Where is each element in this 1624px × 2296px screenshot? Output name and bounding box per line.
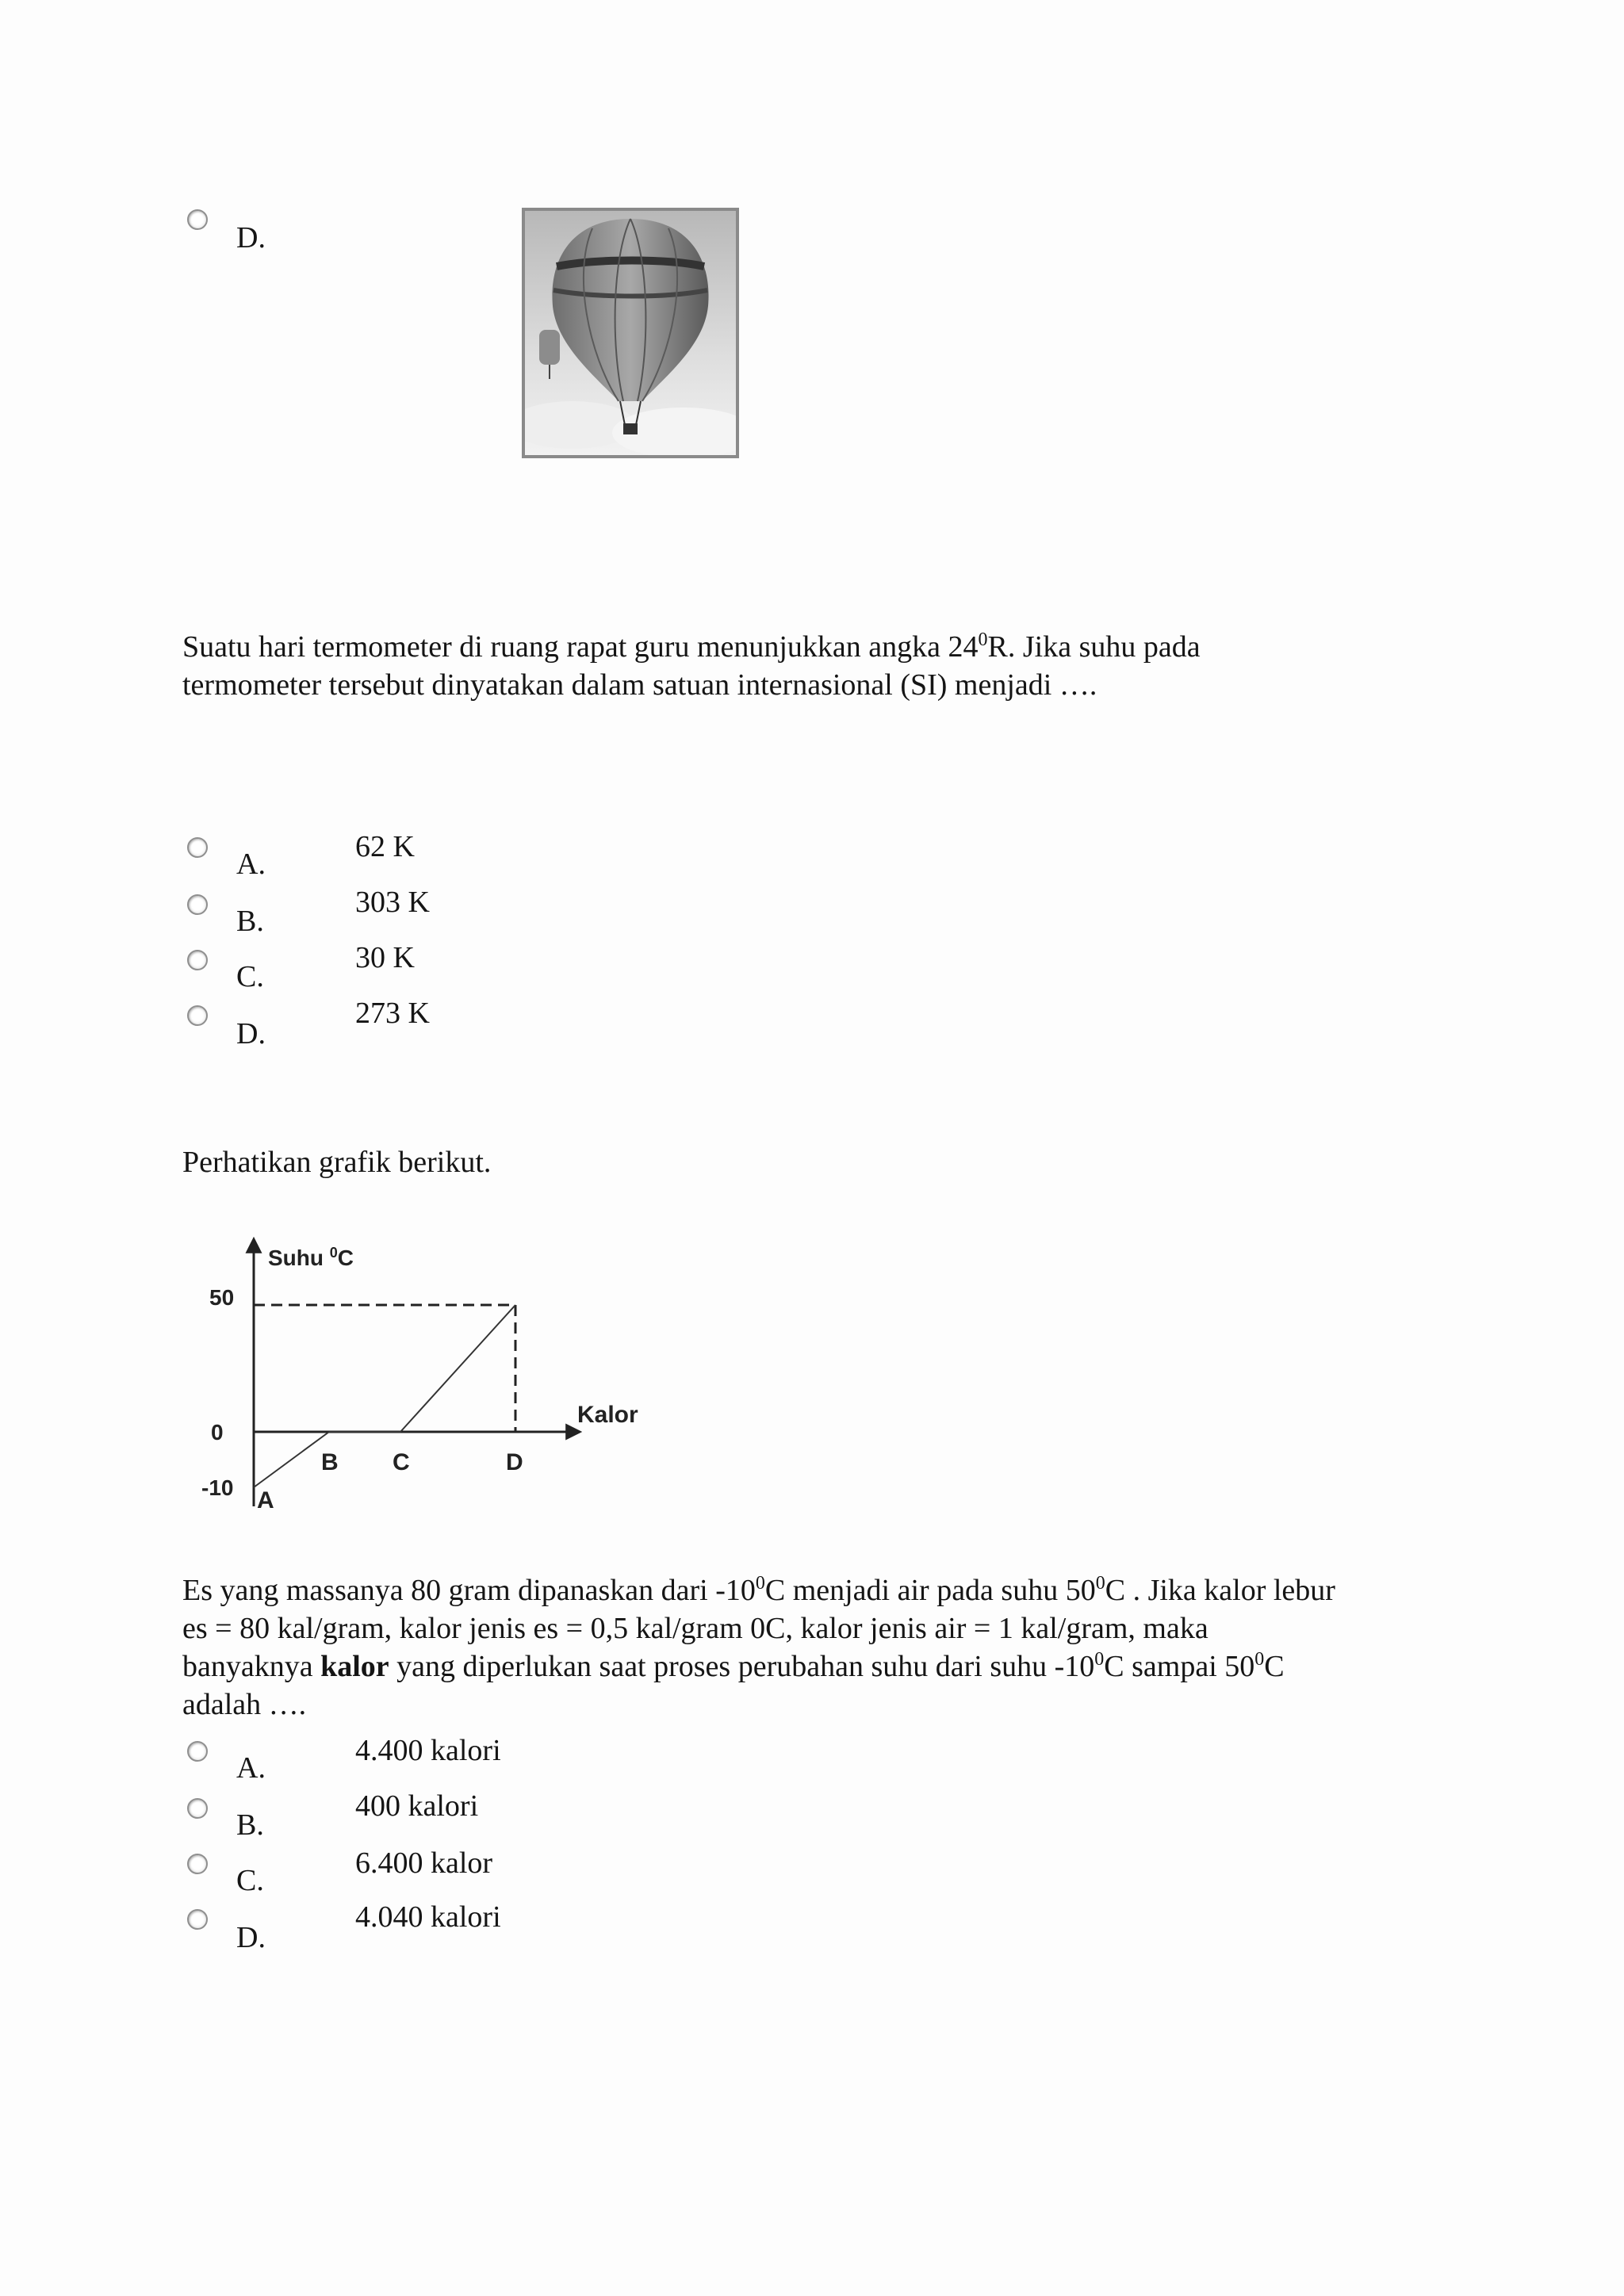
q-heat-l3-c: C sampai 50 bbox=[1104, 1650, 1255, 1683]
option-radio-thermo-a[interactable] bbox=[187, 837, 208, 858]
question-heat-line-3 bbox=[182, 1647, 1285, 1686]
degree-superscript: 0 bbox=[1095, 1573, 1105, 1594]
option-radio-heat-d[interactable] bbox=[187, 1909, 208, 1930]
y-tick-label-0: 0 bbox=[211, 1420, 224, 1445]
option-letter-thermo-a: A. bbox=[236, 848, 266, 881]
option-text-heat-c: 6.400 kalor bbox=[355, 1846, 493, 1880]
q-heat-bold-kalor: kalor bbox=[320, 1650, 389, 1683]
q-heat-l3-b: yang diperlukan saat proses perubahan suhu dari suhu -10 bbox=[389, 1650, 1095, 1683]
option-text-heat-d: 4.040 kalori bbox=[355, 1900, 501, 1934]
option-radio-heat-c[interactable] bbox=[187, 1854, 208, 1874]
question-thermometer-text-a: Suatu hari termometer di ruang rapat guru menunjukkan angka 24 bbox=[182, 630, 979, 664]
option-radio-thermo-d[interactable] bbox=[187, 1005, 208, 1026]
option-letter-heat-b: B. bbox=[236, 1808, 264, 1842]
q-heat-l1-c: C . Jika kalor lebur bbox=[1105, 1574, 1335, 1607]
question-heat-line-4: adalah …. bbox=[182, 1688, 307, 1721]
option-text-heat-a: 4.400 kalori bbox=[355, 1734, 501, 1767]
option-radio-thermo-c[interactable] bbox=[187, 950, 208, 970]
graph-intro-text: Perhatikan grafik berikut. bbox=[182, 1146, 492, 1179]
x-axis-label: Kalor bbox=[577, 1402, 638, 1428]
option-letter-top-d: D. bbox=[236, 221, 266, 254]
option-text-thermo-b: 303 K bbox=[355, 886, 430, 919]
option-radio-heat-a[interactable] bbox=[187, 1741, 208, 1762]
option-letter-heat-c: C. bbox=[236, 1864, 264, 1897]
series-segment-AB bbox=[254, 1432, 329, 1487]
q-heat-l3-d: C bbox=[1264, 1650, 1285, 1683]
question-thermometer-text-b: R. Jika suhu pada bbox=[987, 630, 1201, 664]
option-letter-thermo-c: C. bbox=[236, 960, 264, 993]
option-letter-heat-d: D. bbox=[236, 1921, 266, 1954]
q-heat-l3-a: banyaknya bbox=[182, 1650, 321, 1683]
y-tick-label-neg10: -10 bbox=[201, 1475, 234, 1500]
degree-superscript: 0 bbox=[755, 1573, 765, 1594]
q-heat-l1-a: Es yang massanya 80 gram dipanaskan dari -10 bbox=[182, 1574, 756, 1607]
point-label-b: B bbox=[321, 1449, 339, 1475]
option-radio-top-d[interactable] bbox=[187, 209, 208, 230]
option-text-thermo-d: 273 K bbox=[355, 997, 430, 1030]
series-segment-CD bbox=[400, 1305, 515, 1432]
degree-superscript: 0 bbox=[978, 629, 988, 650]
point-label-a: A bbox=[257, 1487, 274, 1513]
point-label-c: C bbox=[393, 1449, 410, 1475]
degree-superscript: 0 bbox=[1254, 1649, 1265, 1670]
hot-air-balloon-image bbox=[522, 208, 739, 458]
option-radio-heat-b[interactable] bbox=[187, 1798, 208, 1819]
option-text-heat-b: 400 kalori bbox=[355, 1789, 479, 1823]
temperature-heat-chart bbox=[190, 1221, 666, 1522]
y-tick-label-50: 50 bbox=[209, 1285, 235, 1310]
y-axis-label: Suhu $^0$C bbox=[268, 1245, 354, 1270]
option-text-thermo-c: 30 K bbox=[355, 941, 415, 974]
point-label-d: D bbox=[506, 1449, 523, 1475]
option-letter-thermo-b: B. bbox=[236, 905, 264, 938]
option-text-thermo-a: 62 K bbox=[355, 830, 415, 863]
q-heat-l1-b: C menjadi air pada suhu 50 bbox=[764, 1574, 1096, 1607]
option-radio-thermo-b[interactable] bbox=[187, 894, 208, 915]
degree-superscript: 0 bbox=[1094, 1649, 1105, 1670]
question-thermometer-line-1 bbox=[182, 628, 1201, 666]
question-thermometer-line-2: termometer tersebut dinyatakan dalam satuan internasional (SI) menjadi …. bbox=[182, 668, 1097, 702]
option-letter-thermo-d: D. bbox=[236, 1017, 266, 1050]
question-heat-line-2: es = 80 kal/gram, kalor jenis es = 0,5 kal/gram 0C, kalor jenis air = 1 kal/gram, maka bbox=[182, 1612, 1208, 1645]
question-heat-line-1 bbox=[182, 1571, 1335, 1609]
option-letter-heat-a: A. bbox=[236, 1751, 266, 1785]
